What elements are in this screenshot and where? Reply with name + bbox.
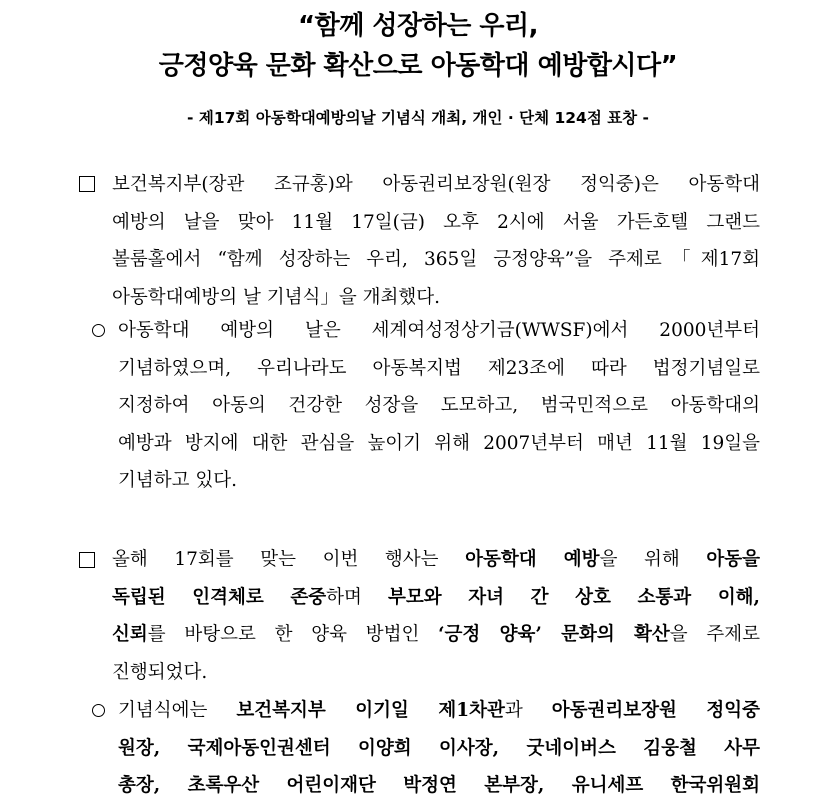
paragraph-1 [112,166,760,316]
paragraph-1-line: 아동학대예방의 날 기념식」을 개최했다. [112,286,440,308]
paragraph-2 [118,312,760,500]
paragraph-3-line-4: 진행되었다. [112,661,208,683]
paragraph-3-line-3: 신뢰를 바탕으로 한 양육 방법인 ‘긍정 양육’ 문화의 확산을 주제로 [112,624,760,645]
subtitle: - 제17회 아동학대예방의날 기념식 개최, 개인 · 단체 124점 표창 - [187,109,649,127]
paragraph-2-line: 기념하였으며, 우리나라도 아동복지법 제23조에 따라 법정기념일로 [118,357,760,379]
title-line-2: 긍정양육 문화 확산으로 아동학대 예방합시다” [158,51,678,81]
paragraph-4-line-3: 총장, 초록우산 어린이재단 박정연 본부장, 유니세프 한국위원회 [118,775,760,796]
paragraph-3-line-1: 올해 17회를 맞는 이번 행사는 아동학대 예방을 위해 아동을 [112,549,761,570]
paragraph-1-line: 보건복지부(장관 조규홍)와 아동권리보장원(원장 정익중)은 아동학대 [112,174,760,195]
paragraph-2-line: 기념하고 있다. [118,470,237,491]
paragraph-3 [112,541,760,691]
title-line-1: “함께 성장하는 우리, [298,11,538,41]
paragraph-4-line-2: 원장, 국제아동인권센터 이양희 이사장, 굿네이버스 김웅철 사무 [118,737,760,759]
paragraph-1-line: 예방의 날을 맞아 11월 17일(금) 오후 2시에 서울 가든호텔 그랜드 [112,211,760,233]
circle-bullet-icon [92,704,105,717]
paragraph-2-line: 예방과 방지에 대한 관심을 높이기 위해 2007년부터 매년 11월 19일을 [118,432,760,454]
circle-bullet-icon [92,324,105,337]
paragraph-3-line-2: 독립된 인격체로 존중하며 부모와 자녀 간 상호 소통과 이해, [112,586,760,608]
paragraph-1-line: 볼룸홀에서 “함께 성장하는 우리, 365일 긍정양육”을 주제로「제17회 [112,249,760,270]
square-bullet-icon [79,176,95,192]
paragraph-2-line: 지정하여 아동의 건강한 성장을 도모하고, 범국민적으로 아동학대의 [118,395,760,416]
paragraph-2-line: 아동학대 예방의 날은 세계여성정상기금(WWSF)에서 2000년부터 [118,320,760,341]
paragraph-4-line-1: 기념식에는 보건복지부 이기일 제1차관과 아동권리보장원 정익중 [118,700,760,721]
square-bullet-icon [79,552,95,568]
paragraph-4 [118,692,760,805]
